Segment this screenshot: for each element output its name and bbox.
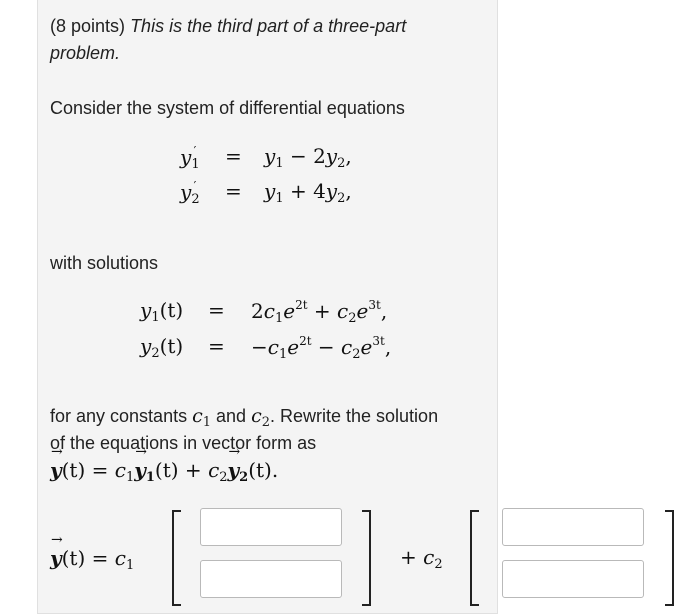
eq2-prime: ′ (193, 179, 197, 193)
vec-eq: = (85, 458, 115, 482)
s2-rhs-op: − (311, 335, 342, 359)
vec-y: → y (50, 458, 62, 482)
system-eq1-rhs (264, 144, 352, 171)
system-eq2-rhs (264, 179, 352, 206)
vec-y1-sub: 1 (145, 470, 155, 485)
answer-vec-y: → y (50, 546, 62, 570)
s2-rhs-end: , (384, 335, 392, 359)
s2-lhs-sub: 2 (151, 346, 160, 361)
constants-post: . Rewrite the solution (270, 406, 439, 426)
eq1-rhs-op: − 2 (283, 144, 326, 168)
right-bracket-2 (665, 510, 674, 606)
eq1-rhs-a: y (264, 144, 276, 168)
s1-rhs-c2-sub: 2 (348, 311, 357, 326)
s2-rhs-e2-sup: 3t (372, 334, 385, 348)
s1-rhs-c2: c (337, 299, 349, 323)
vector-2-entry-2[interactable] (502, 560, 644, 598)
intro-description-1: This is the third part of a three-part (130, 16, 407, 36)
solution-2-lhs (140, 334, 183, 361)
system-eq2-equals: = (225, 179, 242, 203)
constant-c1-sub: 1 (202, 415, 212, 430)
constant-c1: c (192, 405, 203, 427)
eq2-rhs-a: y (264, 179, 276, 203)
s2-rhs-c1: c (267, 335, 279, 359)
s2-rhs-e2: e (360, 335, 373, 359)
s1-rhs-e1-sup: 2t (295, 298, 308, 312)
s1-rhs-e2-sup: 3t (368, 298, 381, 312)
intro-description-2: problem. (50, 43, 121, 63)
eq2-rhs-end: , (345, 179, 352, 203)
vec-plus: + (178, 458, 209, 482)
eq2-rhs-b: y (325, 179, 338, 203)
s1-rhs-c1-sub: 1 (274, 311, 284, 326)
s1-rhs-coef: 2 (251, 299, 264, 323)
problem-intro (50, 13, 406, 40)
eq2-rhs-b-sub: 2 (337, 191, 346, 206)
eq1-lhs: y (180, 145, 192, 169)
eq2-rhs-op: + 4 (283, 179, 326, 203)
s2-rhs-coef: − (251, 335, 268, 359)
s2-lhs: y (140, 334, 152, 358)
s2-rhs-c1-sub: 1 (278, 347, 288, 362)
eq1-rhs-end: , (345, 144, 352, 168)
answer-plus: + (400, 545, 424, 569)
vec-c1: c (114, 458, 126, 482)
s2-rhs-e1: e (287, 335, 300, 359)
s2-rhs-c2: c (341, 335, 353, 359)
s1-rhs-op: + (307, 299, 338, 323)
answer-c1: c (114, 546, 126, 570)
system-eq1-equals: = (225, 144, 242, 168)
s2-rhs-c2-sub: 2 (352, 347, 361, 362)
system-eq1 (180, 144, 200, 172)
answer-eq: = (85, 546, 115, 570)
constant-c2: c (251, 405, 262, 427)
solution-1-lhs (140, 298, 183, 325)
constants-and: and (211, 406, 252, 426)
vec-y-arg: (t) (61, 458, 86, 482)
vec-c2: c (208, 458, 220, 482)
vec-y2: → y (228, 458, 240, 482)
solution-2-rhs (251, 334, 391, 362)
eq2-lhs-sub: 2 (191, 192, 200, 207)
s1-rhs-c1: c (263, 299, 275, 323)
with-solutions-text: with solutions (50, 253, 159, 273)
s2-rhs-e1-sup: 2t (299, 334, 312, 348)
s1-rhs-end: , (380, 299, 388, 323)
left-bracket-2 (470, 510, 479, 606)
points-label: (8 points) (50, 16, 126, 36)
eq1-rhs-a-sub: 1 (275, 156, 284, 171)
eq1-prime: ′ (193, 144, 197, 158)
eq2-rhs-a-sub: 1 (275, 191, 284, 206)
answer-c2-sub: 2 (434, 557, 443, 572)
right-bracket-1 (362, 510, 371, 606)
answer-lhs (50, 546, 134, 573)
system-eq2 (180, 179, 200, 207)
constants-line-2: of the equations in vector form as (50, 433, 317, 453)
vector-1-entry-1[interactable] (200, 508, 342, 546)
vec-end: . (271, 458, 279, 482)
solution-2-equals: = (208, 334, 225, 358)
answer-c2: c (423, 545, 435, 569)
constant-c2-sub: 2 (261, 415, 270, 430)
answer-c1-sub: 1 (125, 558, 135, 573)
vector-1-entry-2[interactable] (200, 560, 342, 598)
eq2-lhs: y (180, 180, 192, 204)
solution-1-rhs (251, 298, 387, 326)
eq1-rhs-b-sub: 2 (337, 156, 346, 171)
vec-y1-arg: (t) (154, 458, 179, 482)
left-bracket-1 (172, 510, 181, 606)
s1-rhs-e1: e (283, 299, 296, 323)
s1-lhs-arg: (t) (159, 298, 184, 322)
constants-pre: for any constants (50, 406, 193, 426)
vec-y1: → y (134, 458, 146, 482)
answer-arg: (t) (61, 546, 86, 570)
vector-form-equation (50, 458, 278, 485)
eq1-lhs-sub: 1 (191, 157, 200, 172)
eq1-rhs-b: y (325, 144, 338, 168)
answer-plus-c2 (400, 545, 443, 572)
s1-lhs-sub: 1 (151, 310, 160, 325)
solution-1-equals: = (208, 298, 225, 322)
s1-lhs: y (140, 298, 152, 322)
vec-y2-sub: 2 (239, 470, 249, 485)
vec-y2-arg: (t) (248, 458, 272, 482)
vec-c1-sub: 1 (125, 470, 135, 485)
vector-2-entry-1[interactable] (502, 508, 644, 546)
vec-c2-sub: 2 (219, 470, 228, 485)
s1-rhs-e2: e (356, 299, 369, 323)
s2-lhs-arg: (t) (159, 334, 184, 358)
consider-text: Consider the system of differential equations (50, 98, 405, 118)
